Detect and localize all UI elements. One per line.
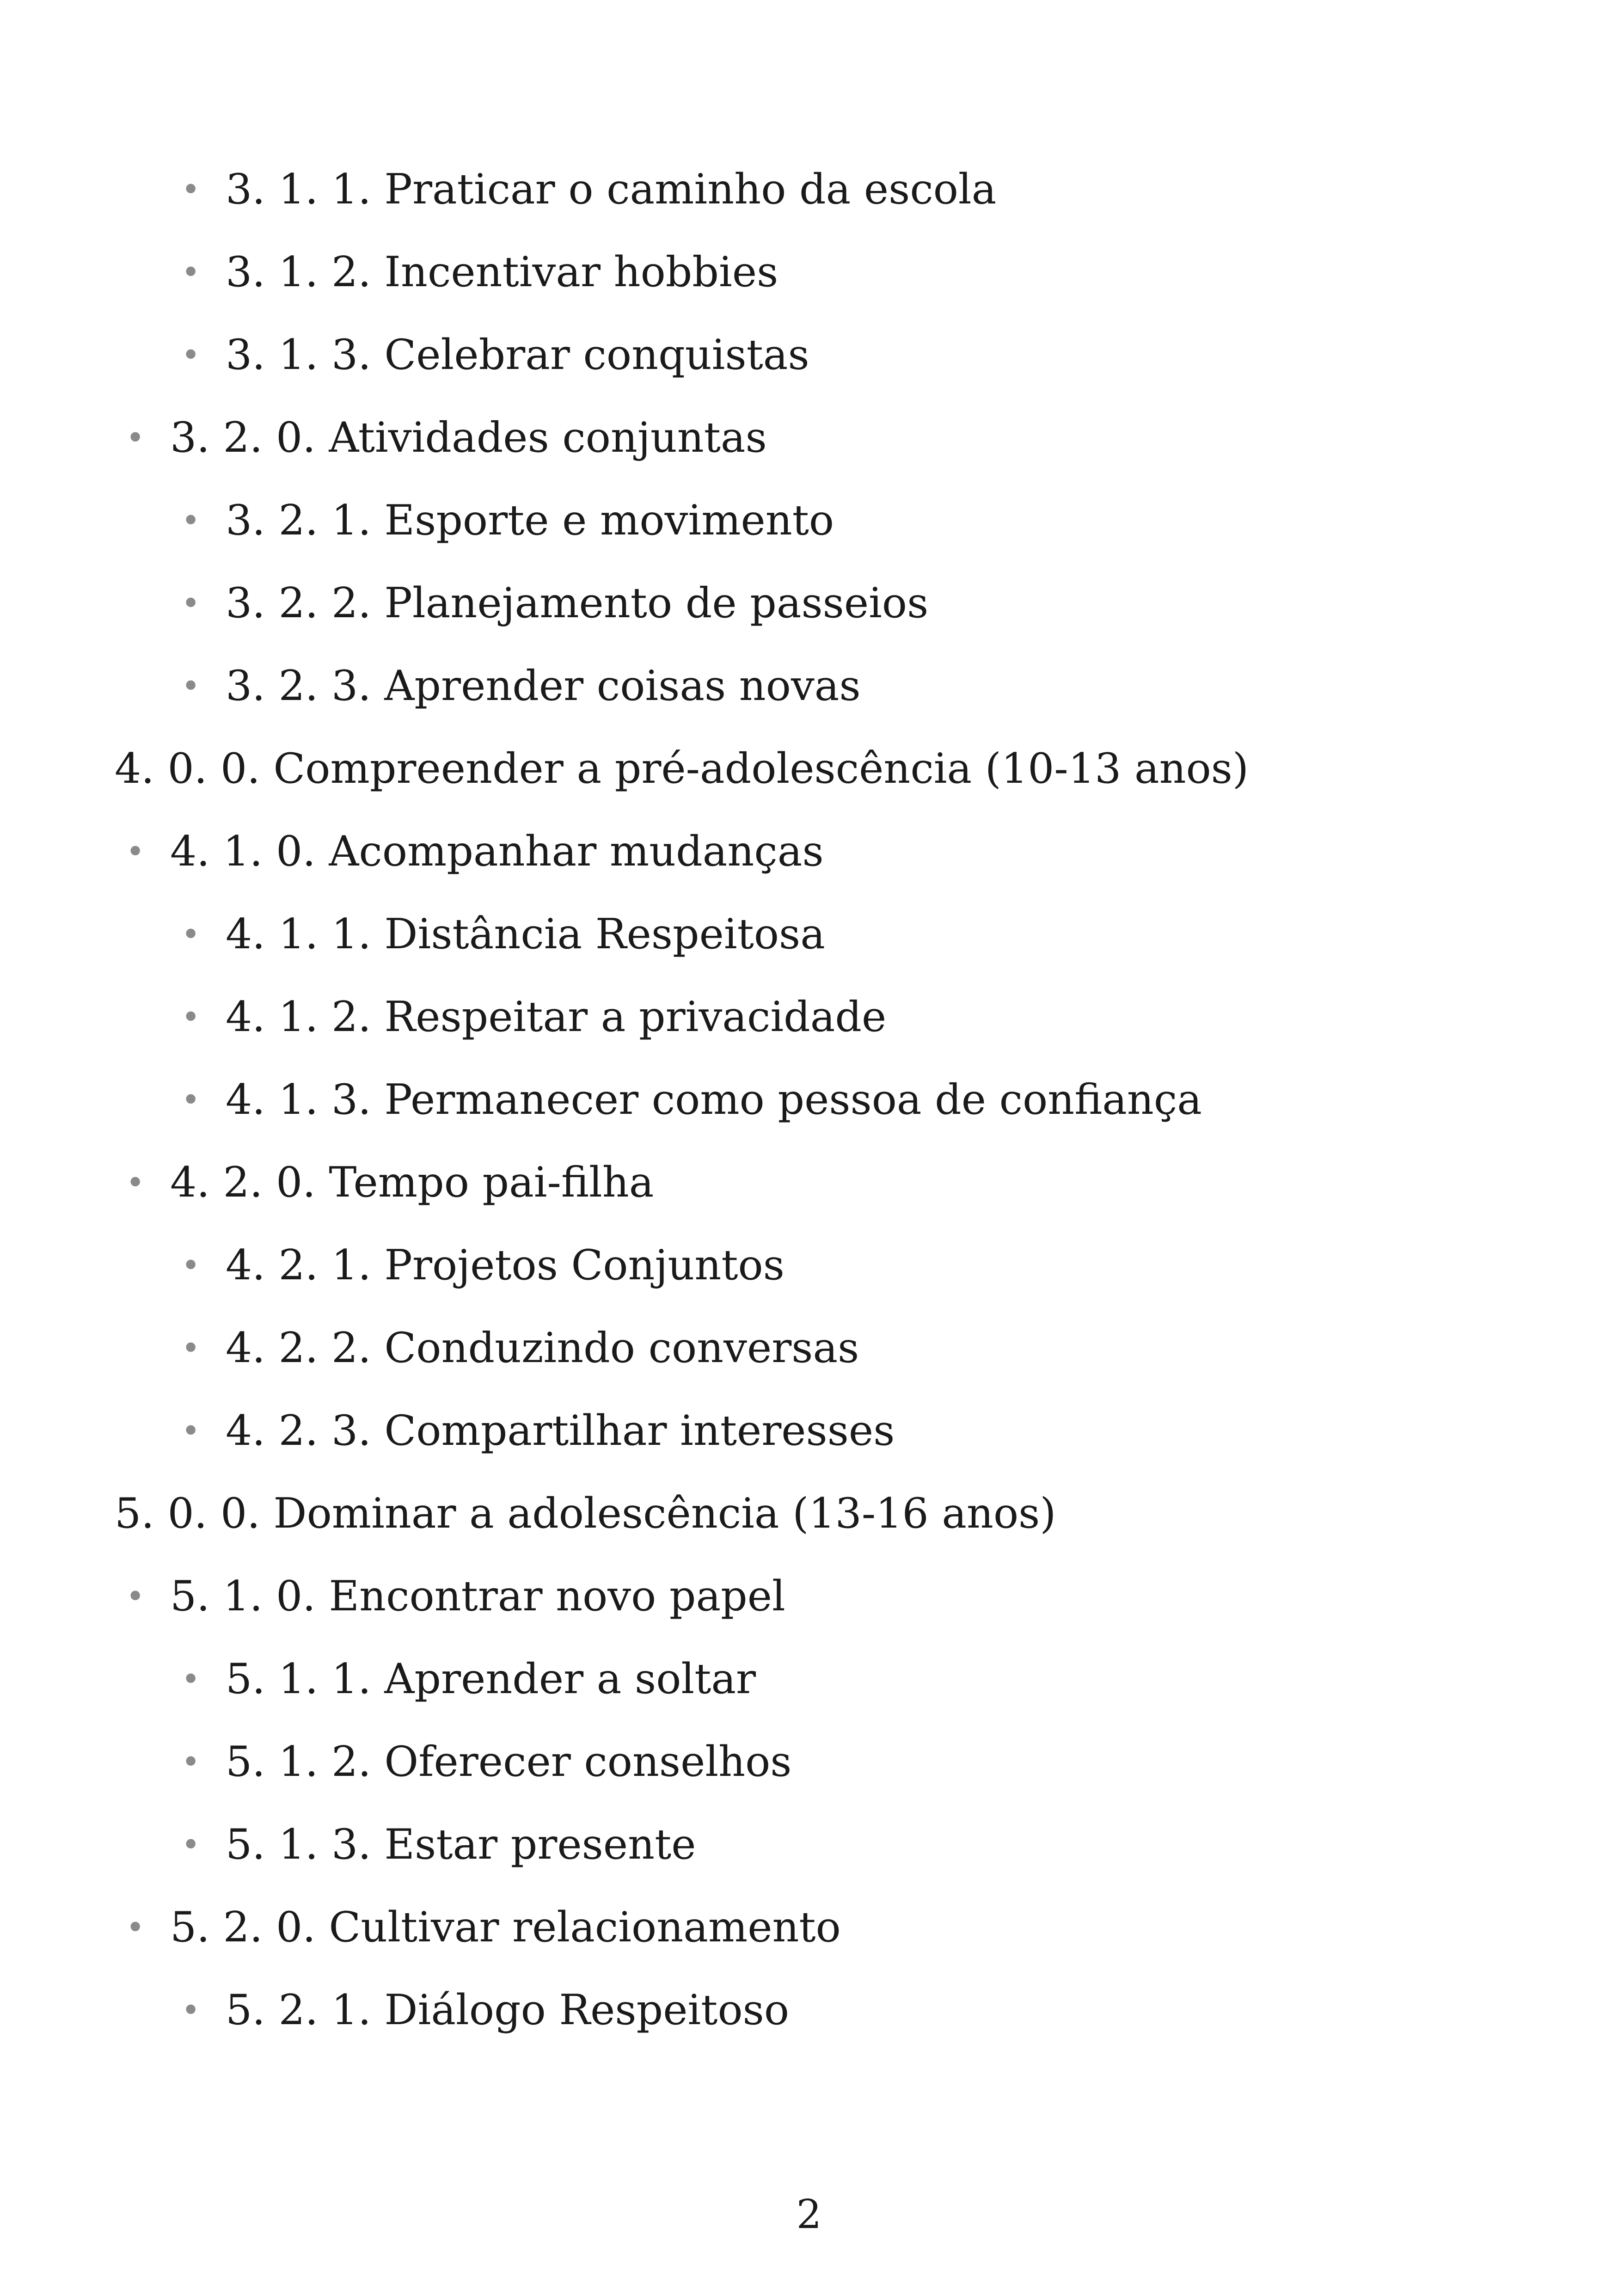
outline-item-text: 3. 1. 1. Praticar o caminho da escola [226, 165, 997, 214]
outline-item-text: 4. 1. 0. Acompanhar mudanças [170, 827, 824, 876]
bullet-icon: • [181, 584, 201, 622]
bullet-icon: • [181, 667, 201, 705]
bullet-icon: • [181, 1826, 201, 1864]
bullet-icon: • [126, 1909, 145, 1946]
bullet-icon: • [181, 1412, 201, 1450]
outline-item-text: 5. 1. 3. Estar presente [226, 1820, 696, 1869]
outline-item-text: 4. 0. 0. Compreender a pré-adolescência (10-13 anos) [115, 744, 1249, 793]
outline-item-text: 5. 1. 0. Encontrar novo papel [170, 1572, 785, 1621]
outline-item-text: 5. 1. 2. Oferecer conselhos [226, 1737, 792, 1786]
bullet-icon: • [181, 336, 201, 374]
bullet-icon: • [181, 1081, 201, 1119]
outline-item-text: 4. 1. 3. Permanecer como pessoa de confiança [226, 1075, 1202, 1124]
bullet-icon: • [181, 1991, 201, 2029]
bullet-icon: • [181, 253, 201, 291]
bullet-icon: • [126, 1164, 145, 1202]
outline-item-text: 3. 1. 2. Incentivar hobbies [226, 248, 778, 296]
outline-item-text: 3. 1. 3. Celebrar conquistas [226, 331, 809, 379]
bullet-icon: • [126, 419, 145, 457]
outline-item-text: 3. 2. 3. Aprender coisas novas [226, 662, 861, 710]
outline-item-text: 3. 2. 2. Planejamento de passeios [226, 579, 929, 627]
bullet-icon: • [181, 1743, 201, 1781]
outline-item-text: 3. 2. 1. Esporte e movimento [226, 496, 834, 545]
outline-item-text: 4. 2. 3. Compartilhar interesses [226, 1406, 895, 1455]
outline-item-text: 4. 2. 0. Tempo pai-filha [170, 1158, 654, 1207]
bullet-icon: • [181, 998, 201, 1036]
outline-item-text: 5. 1. 1. Aprender a soltar [226, 1655, 756, 1703]
outline-item-text: 4. 1. 1. Distância Respeitosa [226, 910, 825, 958]
bullet-icon: • [181, 1246, 201, 1284]
page-number: 2 [796, 2192, 822, 2238]
bullet-icon: • [126, 1578, 145, 1615]
outline-item-text: 5. 0. 0. Dominar a adolescência (13-16 anos) [115, 1489, 1056, 1538]
outline-item-text: 4. 2. 2. Conduzindo conversas [226, 1324, 859, 1372]
outline-item-text: 4. 1. 2. Respeitar a privacidade [226, 993, 887, 1041]
bullet-icon: • [181, 915, 201, 953]
bullet-icon: • [181, 171, 201, 209]
bullet-icon: • [181, 502, 201, 540]
outline-item-text: 5. 2. 0. Cultivar relacionamento [170, 1903, 841, 1952]
bullet-icon: • [181, 1660, 201, 1698]
bullet-icon: • [181, 1329, 201, 1367]
outline-item-text: 3. 2. 0. Atividades conjuntas [170, 413, 767, 462]
outline-item-text: 5. 2. 1. Diálogo Respeitoso [226, 1986, 789, 2034]
bullet-icon: • [126, 833, 145, 871]
outline-item-text: 4. 2. 1. Projetos Conjuntos [226, 1241, 784, 1289]
